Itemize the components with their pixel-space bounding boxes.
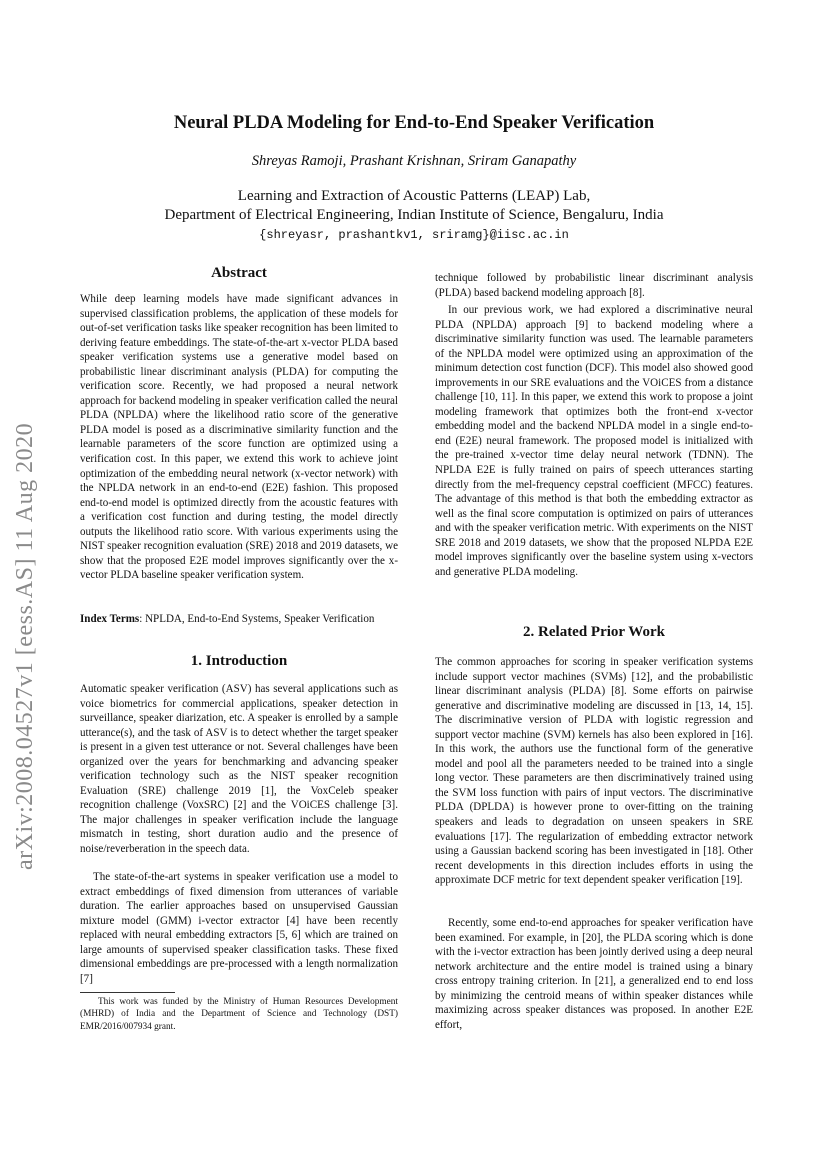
- introduction-paragraph-3: In our previous work, we had explored a discriminative neural PLDA (NPLDA) approach [9] to backend modeling where a discriminative similarity function was used. The learnable parameters of the NPLDA model were optimized using an approximation of the minimum detection cost function (DCF). This model also showed good improvements in our SRE evaluations and the VOiCES from a distance challenge [10, 11]. In this paper, we extend this work to propose a joint modeling framework that optimizes both the front-end x-vector embedding model and the backend NPLDA model in a single end-to-end (E2E) neural framework. The proposed model is initialized with the pre-trained x-vector time delay neural network (TDNN). The NPLDA E2E is fully trained on pairs of speech utterances starting directly from the mel-frequency cepstral coefficient (MFCC) features. The advantage of this method is that both the embedding extractor as well as the final score computation is optimized on pairs of utterances and with the speaker verification metric. With experiments on the NIST SRE 2018 and 2019 datasets, we show that the proposed NLPDA E2E model improves significantly over the baseline system using x-vectors and generative PLDA modeling.: [435, 304, 753, 578]
- related-work-paragraph-1: The common approaches for scoring in speaker verification systems include support vector machines (SVMs) [12], and the probabilistic linear discriminant analysis (PLDA) [8]. Some efforts on pairwise generative and discriminative modeling are discussed in [13, 14, 15]. The discriminative version of PLDA with logistic regression and support vector machine (SVM) kernels has also been explored in [16]. In this work, the authors use the functional form of the generative model and pool all the parameters needed to be trained into a single long vector. These parameters are then discriminatively trained using the SVM loss function with pairs of input vectors. The discriminative PLDA (DPLDA) is however prone to over-fitting on the training speakers and leads to degradation on unseen speakers in SRE evaluations [17]. The regularization of embedding extractor network using a Gaussian backend scoring has been investigated in [18]. Other recent developments in this direction includes efforts in using the approximate DCF metric for text dependent speaker verification [19].: [435, 656, 753, 887]
- index-terms-label: Index Terms: [80, 613, 140, 625]
- abstract-text: While deep learning models have made significant advances in supervised classification problems, the application of these models for out-of-set verification tasks like speaker recognition has been limited to deriving feature embeddings. The state-of-the-art x-vector PLDA based speaker verification systems use a generative model based on probabilistic linear discriminant analysis (PLDA) for computing the verification score. Recently, we had proposed a neural network approach for backend modeling in speaker verification called the neural PLDA (NPLDA) where the likelihood ratio score of the generative PLDA model is posed as a discriminative similarity function and the learnable parameters of the score function are optimized using a verification cost. In this paper, we extend this work to achieve joint optimization of the embedding neural network (x-vector network) with the NPLDA network in an end-to-end (E2E) fashion. This proposed end-to-end model is optimized directly from the acoustic features with a verification cost function and during testing, the model directly outputs the likelihood ratio score. With various experiments using the NIST speaker recognition evaluation (SRE) 2018 and 2019 datasets, we show that the proposed E2E model improves significantly over the x-vector PLDA baseline speaker verification system.: [80, 293, 398, 582]
- author-list: Shreyas Ramoji, Prashant Krishnan, Sriram Ganapathy: [251, 153, 577, 169]
- paper-title: Neural PLDA Modeling for End-to-End Speaker Verification: [173, 113, 655, 133]
- index-terms: [80, 612, 398, 627]
- author-emails: {shreyasr, prashantkv1, sriramg}@iisc.ac.in: [259, 228, 569, 242]
- introduction-paragraph-2: The state-of-the-art systems in speaker verification use a model to extract embeddings of fixed dimension from utterances of variable duration. The earlier approaches based on unsupervised Gaussian mixture model (GMM) i-vector extractor [4] have been recently replaced with neural embedding extractors [5, 6] which are trained on large amounts of supervised speaker classification tasks. These fixed dimensional embeddings are pre-processed with a length normalization [7]: [80, 871, 398, 985]
- affiliation: [0, 187, 828, 225]
- introduction-paragraph-1: Automatic speaker verification (ASV) has several applications such as voice biometrics for commercial applications, speaker detection in surveillance, speaker diarization, etc. A speaker is enrolled by a sample utterance(s), and the task of ASV is to detect whether the target speaker is present in a given test utterance or not. Several challenges have been organized over the years for benchmarking and advancing speaker verification technology such as the NIST speaker recognition Evaluation (SRE) challenge 2019 [1], the VoxCeleb speaker recognition challenge (VoxSRC) [2] and the VOiCES challenge [3]. The major challenges in speaker verification include the language mismatch in testing, short duration audio and the presence of noise/reverberation in the speech data.: [80, 683, 398, 856]
- affiliation-line-1: Learning and Extraction of Acoustic Patterns (LEAP) Lab,: [237, 188, 591, 204]
- related-work-heading: 2. Related Prior Work: [523, 624, 665, 640]
- affiliation-line-2: Department of Electrical Engineering, Indian Institute of Science, Bengaluru, India: [164, 207, 664, 223]
- introduction-heading: 1. Introduction: [190, 653, 288, 669]
- intro-continuation: technique followed by probabilistic linear discriminant analysis (PLDA) based backend modeling approach [8].: [435, 272, 753, 299]
- funding-footnote: This work was funded by the Ministry of Human Resources Development (MHRD) of India and the Department of Science and Technology (DST) EMR/2016/007934 grant.: [80, 997, 398, 1032]
- footnote-rule: [80, 992, 175, 993]
- related-work-paragraph-2: Recently, some end-to-end approaches for speaker verification have been examined. For example, in [20], the PLDA scoring which is done with the i-vector extraction has been jointly derived using a deep neural network architecture and the entire model is trained using a binary cross entropy training criterion. In [21], a generalized end to end loss by minimizing the centroid means of within speaker distances while maximizing across speaker distances was proposed. In another E2E effort,: [435, 917, 753, 1031]
- abstract-heading: Abstract: [211, 265, 267, 281]
- index-terms-text: : NPLDA, End-to-End Systems, Speaker Verification: [139, 613, 375, 625]
- arxiv-identifier: arXiv:2008.04527v1 [eess.AS] 11 Aug 2020: [12, 422, 38, 870]
